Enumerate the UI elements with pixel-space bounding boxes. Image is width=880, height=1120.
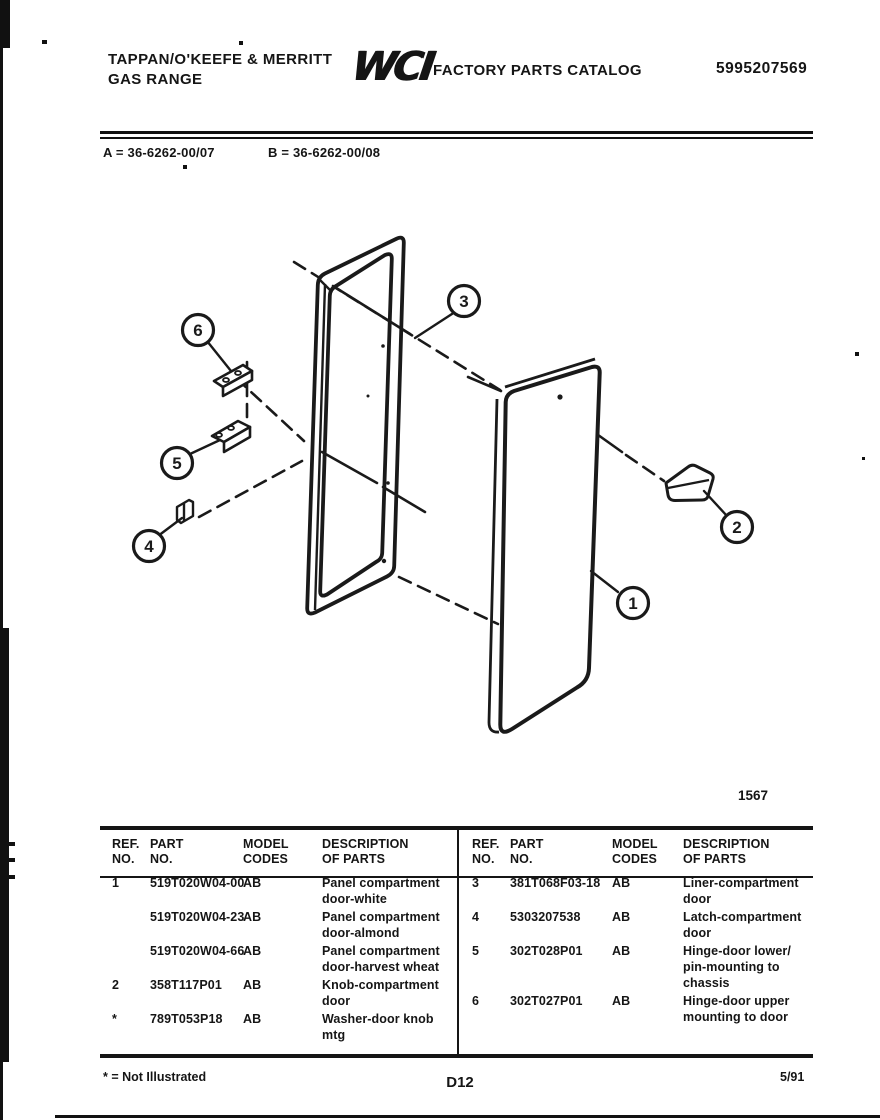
callout-2 bbox=[722, 512, 753, 543]
table-header-row bbox=[100, 830, 456, 867]
callout-2-number: 2 bbox=[732, 518, 742, 537]
part-description: Hinge-door lower/ pin-mounting to chassis bbox=[683, 944, 791, 990]
callout-6 bbox=[183, 315, 214, 346]
scan-artifact-dot bbox=[239, 41, 243, 45]
scan-artifact-tick bbox=[0, 842, 15, 846]
table-row bbox=[100, 943, 456, 975]
not-illustrated-note: * = Not Illustrated bbox=[103, 1070, 207, 1084]
table-row bbox=[459, 875, 813, 907]
exploded-parts-diagram bbox=[90, 195, 790, 785]
table-row bbox=[459, 943, 813, 991]
catalog-title: FACTORY PARTS CATALOG bbox=[433, 62, 642, 79]
part-description: Panel compartment door-harvest wheat bbox=[322, 944, 440, 974]
footer-page-code: D12 bbox=[446, 1074, 474, 1091]
table-row bbox=[100, 909, 456, 941]
part-description: Panel compartment door-almond bbox=[322, 910, 440, 940]
hinge-bracket-lower bbox=[212, 421, 250, 452]
part-no: 5303207538 bbox=[510, 910, 581, 924]
model-codes: AB bbox=[612, 944, 631, 958]
part-description: Liner-compartment door bbox=[683, 876, 799, 906]
scan-artifact-dot bbox=[183, 165, 187, 169]
col-header-part: PART NO. bbox=[510, 837, 544, 866]
scan-artifact-dot bbox=[855, 352, 859, 356]
callout-4 bbox=[134, 531, 165, 562]
col-header-desc: DESCRIPTION OF PARTS bbox=[683, 837, 770, 866]
callout-5-number: 5 bbox=[172, 454, 182, 473]
catalog-number: 5995207569 bbox=[716, 60, 808, 77]
table-header-row bbox=[459, 830, 813, 867]
table-row bbox=[100, 1011, 456, 1043]
col-header-ref: REF. NO. bbox=[112, 837, 140, 866]
table-body-right bbox=[459, 875, 813, 1025]
model-codes: AB bbox=[243, 876, 262, 890]
footer-date: 5/91 bbox=[780, 1070, 805, 1084]
table-row bbox=[459, 993, 813, 1025]
brand-title bbox=[108, 50, 332, 90]
model-a-label: A = 36-6262-00/07 bbox=[103, 145, 215, 160]
table-body-left bbox=[100, 875, 456, 1043]
ref-no: 4 bbox=[472, 910, 480, 924]
col-header-codes: MODEL CODES bbox=[612, 837, 658, 866]
scan-artifact-dot bbox=[862, 457, 865, 460]
wci-logo: WCI bbox=[348, 44, 435, 90]
part-description: Knob-compartment door bbox=[322, 978, 439, 1008]
model-codes: AB bbox=[612, 994, 631, 1008]
model-codes: AB bbox=[612, 876, 631, 890]
part-no: 302T027P01 bbox=[510, 994, 583, 1008]
part-no: 358T117P01 bbox=[150, 978, 222, 992]
part-description: Latch-compartment door bbox=[683, 910, 802, 940]
page-ref-number: 1567 bbox=[738, 788, 769, 803]
part-no: 789T053P18 bbox=[150, 1012, 223, 1026]
col-header-codes: MODEL CODES bbox=[243, 837, 289, 866]
part-no: 381T068F03-18 bbox=[510, 876, 601, 890]
ref-no: * bbox=[112, 1012, 117, 1026]
table-row bbox=[459, 909, 813, 941]
parts-table-left bbox=[100, 830, 456, 1054]
part-no: 519T020W04-00 bbox=[150, 876, 245, 890]
ref-no: 6 bbox=[472, 994, 480, 1008]
header-rule-thin bbox=[100, 137, 813, 139]
model-codes: AB bbox=[243, 944, 262, 958]
model-codes: AB bbox=[243, 978, 262, 992]
ref-no: 2 bbox=[112, 978, 120, 992]
header-rule-thick bbox=[100, 131, 813, 134]
callout-1 bbox=[618, 588, 649, 619]
scan-artifact-tick bbox=[0, 858, 15, 862]
callout-6-number: 6 bbox=[193, 321, 203, 340]
scan-artifact-tick bbox=[0, 875, 15, 879]
table-row bbox=[100, 977, 456, 1009]
model-codes: AB bbox=[243, 910, 262, 924]
callout-4-number: 4 bbox=[144, 537, 154, 556]
col-header-ref: REF. NO. bbox=[472, 837, 500, 866]
col-header-desc: DESCRIPTION OF PARTS bbox=[322, 837, 409, 866]
part-no: 519T020W04-66 bbox=[150, 944, 245, 958]
parts-table-right bbox=[459, 830, 813, 1054]
ref-no: 1 bbox=[112, 876, 120, 890]
model-b-label: B = 36-6262-00/08 bbox=[268, 145, 381, 160]
callout-3 bbox=[449, 286, 480, 317]
callout-3-number: 3 bbox=[459, 292, 469, 311]
scan-artifact-bottom-line bbox=[55, 1115, 880, 1118]
model-codes: AB bbox=[243, 1012, 262, 1026]
ref-no: 3 bbox=[472, 876, 480, 890]
callout-5 bbox=[162, 448, 193, 479]
part-description: Panel compartment door-white bbox=[322, 876, 440, 906]
col-header-part: PART NO. bbox=[150, 837, 184, 866]
part-description: Hinge-door upper mounting to door bbox=[683, 994, 790, 1024]
part-no: 519T020W04-23 bbox=[150, 910, 245, 924]
compartment-door-panel bbox=[489, 359, 600, 732]
brand-line2: GAS RANGE bbox=[108, 71, 203, 88]
scan-artifact-dot bbox=[42, 40, 47, 44]
part-no: 302T028P01 bbox=[510, 944, 583, 958]
door-knob bbox=[666, 465, 713, 500]
part-description: Washer-door knob mtg bbox=[322, 1012, 434, 1042]
liner-door-frame bbox=[307, 238, 404, 614]
ref-no: 5 bbox=[472, 944, 480, 958]
parts-table bbox=[100, 826, 813, 1058]
brand-line1: TAPPAN/O'KEEFE & MERRITT bbox=[108, 51, 333, 68]
callout-1-number: 1 bbox=[628, 594, 638, 613]
model-codes: AB bbox=[612, 910, 631, 924]
table-row bbox=[100, 875, 456, 907]
